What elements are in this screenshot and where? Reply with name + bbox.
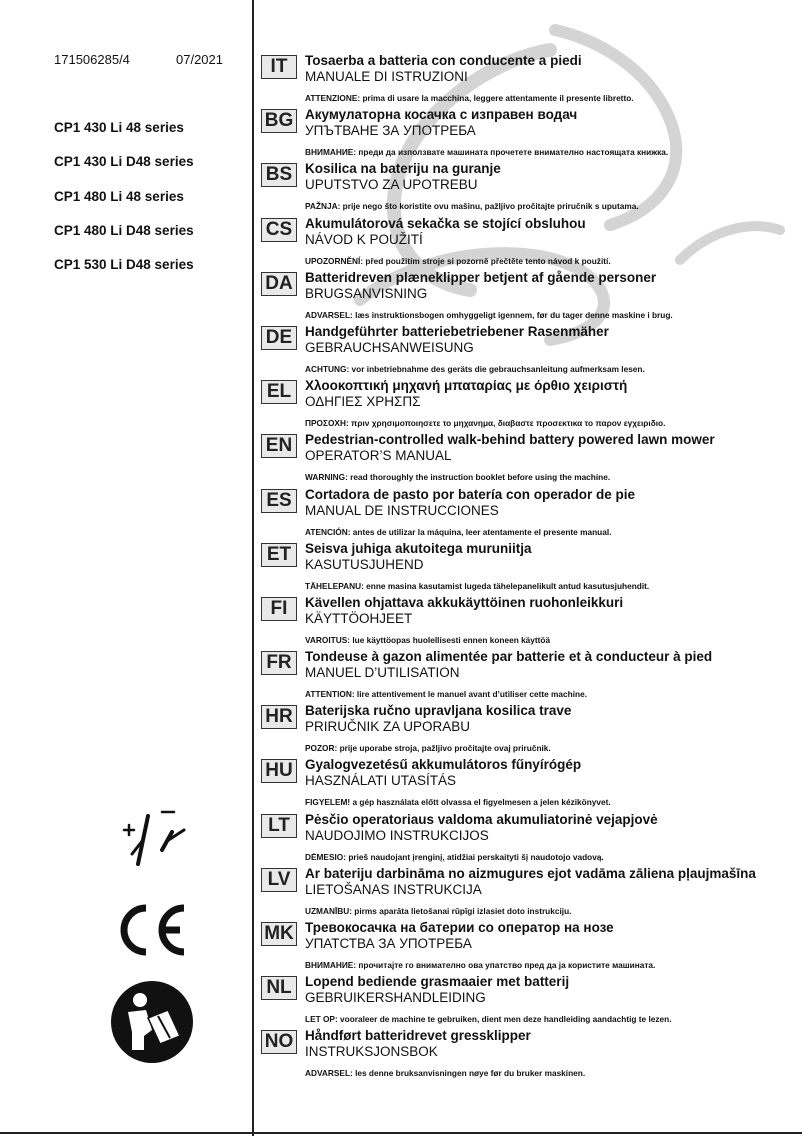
model-item: CP1 430 Li 48 series: [54, 120, 184, 135]
language-warning: POZOR: prije uporabe stroja, pažljivo pročitajte ovaj priručnik.: [305, 743, 551, 754]
language-subtitle: MANUALE DI ISTRUZIONI: [305, 69, 468, 84]
language-warning: ΠΡΟΣΟΧΗ: πριν χρησιμοποιησετε το μηχανημα, διαβαστε προσεκτικα το παρον εγχειριδιο.: [305, 418, 666, 429]
language-code: NL: [261, 976, 297, 1000]
language-title: Gyalogvezetésű akkumulátoros fűnyírógép: [305, 757, 582, 773]
document-date: 07/2021: [176, 52, 223, 67]
language-warning: ATTENZIONE: prima di usare la macchina, leggere attentamente il presente libretto.: [305, 93, 634, 103]
language-title: Håndført batteridrevet gressklipper: [305, 1028, 531, 1044]
language-subtitle: NÁVOD K POUŽITÍ: [305, 231, 423, 247]
language-subtitle: УПЪТВАНЕ ЗА УПОТРЕБА: [305, 123, 476, 139]
language-block: [261, 703, 797, 757]
model-list: [54, 120, 194, 291]
column-divider: [252, 0, 254, 1136]
model-item: CP1 430 Li D48 series: [54, 154, 194, 170]
language-warning: ATENCIÓN: antes de utilizar la máquina, leer atentamente el presente manual.: [305, 526, 612, 537]
language-warning: WARNING: read thoroughly the instruction booklet before using the machine.: [305, 472, 611, 483]
model-item: CP1 480 Li D48 series: [54, 222, 194, 238]
language-code: LT: [261, 814, 297, 838]
language-warning: LET OP: vooraleer de machine te gebruiken, dient men deze handleiding aandachtig te lezen.: [305, 1014, 672, 1025]
language-block: [261, 757, 797, 811]
language-code: MK: [261, 922, 297, 946]
language-block: [261, 649, 797, 703]
language-warning: ВНИМАНИЕ: прочитајте го внимателно ова упатство пред да ја користите машината.: [305, 960, 656, 970]
language-title: Kosilica na bateriju na guranje: [305, 161, 501, 177]
language-title: Cortadora de pasto por batería con operador de pie: [305, 486, 636, 502]
language-title: Kävellen ohjattava akkukäyttöinen ruohonleikkuri: [305, 594, 624, 610]
language-subtitle: MANUEL D’UTILISATION: [305, 665, 460, 681]
language-title: Baterijska ručno upravljana kosilica trave: [305, 703, 572, 719]
language-block: [261, 432, 797, 486]
language-warning: ATTENTION: lire attentivement le manuel avant d’utiliser cette machine.: [305, 689, 588, 700]
language-warning: PAŽNJA: prije nego što koristite ovu mašinu, pažljivo pročitajte priručnik s uputama.: [305, 201, 639, 212]
language-code: HU: [261, 759, 297, 783]
language-subtitle: INSTRUKSJONSBOK: [305, 1044, 438, 1060]
language-warning: UPOZORNĚNÍ: před použitím stroje si pozorně přečtěte tento návod k použití.: [305, 255, 611, 266]
language-code: EL: [261, 380, 297, 404]
language-code: HR: [261, 705, 297, 729]
language-block: [261, 595, 797, 649]
language-code: FR: [261, 651, 297, 675]
language-title: Χλοοκοπτική μηχανή μπαταρίας με όρθιο χειριστή: [305, 378, 628, 394]
language-code: BG: [261, 109, 297, 133]
language-title: Akumulátorová sekačka se stojící obsluhou: [305, 215, 586, 231]
language-title: Pedestrian-controlled walk-behind battery powered lawn mower: [305, 432, 715, 448]
language-block: [261, 324, 797, 378]
language-block: [261, 866, 797, 920]
language-title: Seisva juhiga akutoitega muruniitja: [305, 540, 532, 556]
language-title: Акумулаторна косачка с изправен водач: [305, 107, 578, 123]
language-block: [261, 974, 797, 1028]
battery-polarity-icon: [118, 808, 192, 870]
language-subtitle: PRIRUČNIK ZA UPORABU: [305, 719, 471, 735]
language-code: NO: [261, 1030, 297, 1054]
read-manual-icon: [110, 980, 194, 1064]
language-block: [261, 1028, 797, 1082]
language-block: [261, 812, 797, 866]
language-subtitle: BRUGSANVISNING: [305, 285, 428, 301]
language-list: [261, 53, 797, 1083]
language-subtitle: GEBRUIKERSHANDLEIDING: [305, 990, 486, 1006]
language-code: EN: [261, 434, 297, 458]
language-subtitle: HASZNÁLATI UTASÍTÁS: [305, 773, 457, 789]
language-subtitle: GEBRAUCHSANWEISUNG: [305, 339, 474, 355]
language-subtitle: NAUDOJIMO INSTRUKCIJOS: [305, 827, 489, 843]
language-block: [261, 378, 797, 432]
language-warning: ACHTUNG: vor inbetriebnahme des geräts die gebrauchsanleitung aufmerksam lesen.: [305, 363, 645, 374]
language-title: Tosaerba a batteria con conducente a piedi: [305, 53, 582, 68]
language-warning: DĖMESIO: prieš naudojant įrenginį, atidžiai perskaityti šį naudotojo vadovą.: [305, 851, 604, 862]
language-code: LV: [261, 868, 297, 892]
language-block: [261, 487, 797, 541]
language-block: [261, 216, 797, 270]
language-title: Тревокосачка на батерии со оператор на нозе: [305, 920, 614, 935]
language-code: DE: [261, 326, 297, 350]
language-title: Lopend bediende grasmaaier met batterij: [305, 974, 570, 990]
language-code: ES: [261, 489, 297, 513]
language-title: Handgeführter batteriebetriebener Rasenmäher: [305, 323, 609, 339]
language-code: BS: [261, 163, 297, 187]
ce-mark-icon: [114, 902, 190, 958]
language-subtitle: UPUTSTVO ZA UPOTREBU: [305, 177, 478, 193]
bottom-rule: [0, 1132, 802, 1134]
language-title: Tondeuse à gazon alimentée par batterie et à conducteur à pied: [305, 649, 713, 665]
language-block: [261, 920, 797, 974]
document-reference: 171506285/4: [54, 52, 130, 67]
language-title: Batteridreven plæneklipper betjent af gående personer: [305, 269, 657, 285]
language-warning: VAROITUS: lue käyttöopas huolellisesti ennen koneen käyttöä: [305, 634, 551, 645]
language-subtitle: LIETOŠANAS INSTRUKCIJA: [305, 881, 482, 897]
language-code: ET: [261, 543, 297, 567]
language-subtitle: KÄYTTÖOHJEET: [305, 610, 413, 626]
language-title: Pėsčio operatoriaus valdoma akumuliatorinė vejapjovė: [305, 811, 658, 827]
language-warning: ADVARSEL: les denne bruksanvisningen nøye før du bruker maskinen.: [305, 1068, 586, 1079]
language-warning: FIGYELEM! a gép használata előtt olvassa el figyelmesen a jelen kézikönyvet.: [305, 797, 611, 808]
language-block: [261, 541, 797, 595]
language-code: CS: [261, 218, 297, 242]
language-code: IT: [261, 55, 297, 79]
language-code: DA: [261, 272, 297, 296]
language-subtitle: OPERATOR’S MANUAL: [305, 448, 452, 464]
language-block: [261, 107, 797, 161]
language-subtitle: ΟΔΗΓΙΕΣ ΧΡΗΣΠΣ: [305, 394, 421, 410]
language-block: [261, 161, 797, 215]
language-block: [261, 53, 797, 107]
language-warning: TÄHELEPANU: enne masina kasutamist lugeda tähelepanelikult antud kasutusjuhendit.: [305, 580, 650, 591]
language-subtitle: УПАТСТВА ЗА УПОТРЕБА: [305, 936, 472, 951]
language-warning: UZMANĪBU: pirms aparāta lietošanai rūpīgi izlasiet doto instrukciju.: [305, 905, 572, 916]
language-subtitle: KASUTUSJUHEND: [305, 556, 424, 572]
model-item: CP1 530 Li D48 series: [54, 257, 194, 273]
language-block: [261, 270, 797, 324]
language-code: FI: [261, 597, 297, 621]
language-subtitle: MANUAL DE INSTRUCCIONES: [305, 502, 499, 518]
language-warning: ВНИМАНИЕ: преди да използвате машината прочетете внимателно настоящата книжка.: [305, 147, 669, 158]
model-item: CP1 480 Li 48 series: [54, 188, 184, 204]
language-title: Ar bateriju darbināma no aizmugures ejot vadāma zāliena pļaujmašīna: [305, 865, 756, 881]
language-warning: ADVARSEL: læs instruktionsbogen omhyggeligt igennem, før du tager denne maskine i brug.: [305, 309, 673, 320]
